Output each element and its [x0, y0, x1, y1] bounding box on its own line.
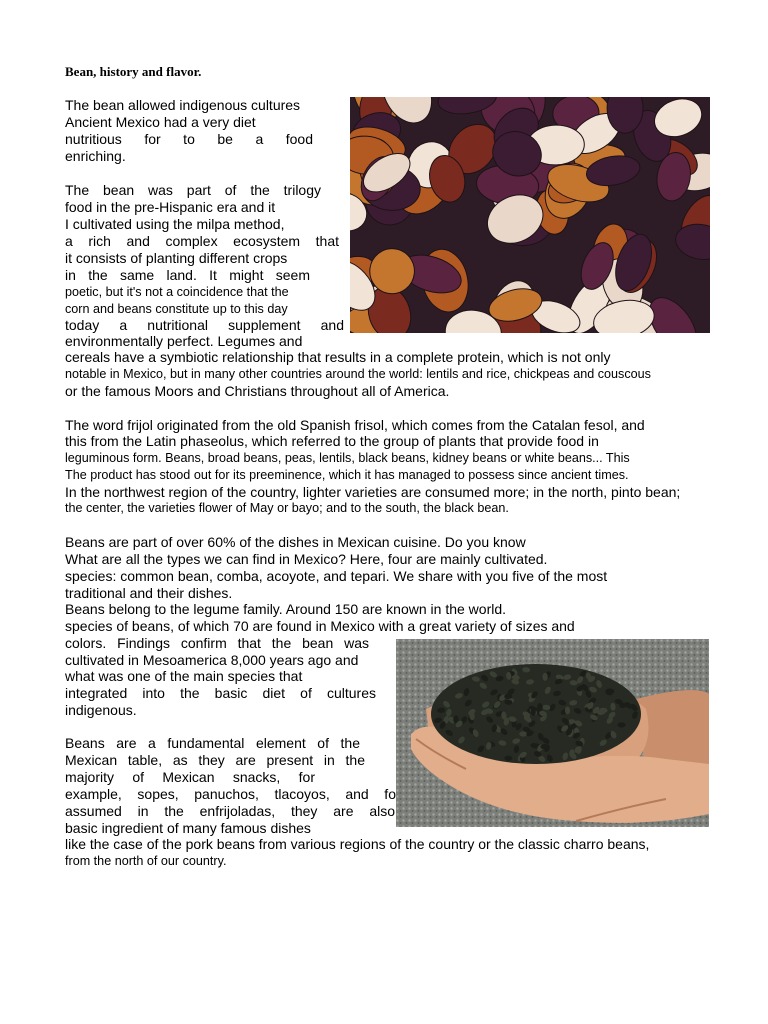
text-line: I cultivated using the milpa method, — [65, 216, 285, 232]
text-line: majority of Mexican snacks, for — [65, 769, 315, 785]
text-line: this from the Latin phaseolus, which referred to the group of plants that provide food in — [65, 433, 599, 449]
text-line: in the same land. It might seem — [65, 267, 310, 283]
text-line: The bean allowed indigenous cultures — [65, 97, 301, 113]
text-line: cultivated in Mesoamerica 8,000 years ago and — [65, 652, 359, 668]
text-line: today a nutritional supplement and — [65, 317, 344, 333]
text-line: the center, the varieties flower of May or bayo; and to the south, the black bean. — [65, 501, 509, 515]
text-line: Beans are part of over 60% of the dishes in Mexican cuisine. Do you know — [65, 534, 526, 550]
text-line: The bean was part of the trilogy — [65, 182, 321, 198]
text-line: corn and beans constitute up to this day — [65, 302, 288, 316]
text-line: indigenous. — [65, 702, 137, 718]
text-line: Beans belong to the legume family. Around 150 are known in the world. — [65, 601, 507, 617]
text-line: Beans are a fundamental element of the — [65, 735, 360, 751]
hands-black-beans-photo — [396, 639, 709, 827]
text-line: assumed in the enfrijoladas, they are also — [65, 803, 395, 819]
text-line: The word frijol originated from the old Spanish frisol, which comes from the Catalan fesol, and — [65, 417, 645, 433]
text-line: food in the pre-Hispanic era and it — [65, 199, 276, 215]
text-line: cereals have a symbiotic relationship that results in a complete protein, which is not only — [65, 349, 611, 365]
text-line: notable in Mexico, but in many other countries around the world: lentils and rice, chickpeas and couscous — [65, 367, 651, 381]
text-line: species of beans, of which 70 are found in Mexico with a great variety of sizes and — [65, 618, 575, 634]
text-line: traditional and their dishes. — [65, 585, 233, 601]
text-line: enriching. — [65, 148, 126, 164]
text-line: In the northwest region of the country, lighter varieties are consumed more; in the north, pinto bean; — [65, 484, 681, 500]
text-line: what was one of the main species that — [65, 668, 303, 684]
text-line: or the famous Moors and Christians throughout all of America. — [65, 383, 450, 399]
black-bean-shape — [543, 673, 548, 681]
text-line: it consists of planting different crops — [65, 250, 288, 266]
text-line: nutritious for to be a food — [65, 131, 313, 147]
text-line: What are all the types we can find in Mexico? Here, four are mainly cultivated. — [65, 551, 548, 567]
text-line: leguminous form. Beans, broad beans, peas, lentils, black beans, kidney beans or white beans... This — [65, 451, 630, 465]
text-line: basic ingredient of many famous dishes — [65, 820, 311, 836]
text-line: Ancient Mexico had a very diet — [65, 114, 256, 130]
text-line: a rich and complex ecosystem that — [65, 233, 339, 249]
text-line: colors. Findings confirm that the bean was — [65, 635, 369, 651]
text-line: poetic, but it's not a coincidence that the — [65, 285, 289, 299]
beans-photo — [350, 97, 710, 333]
text-line: integrated into the basic diet of cultures — [65, 685, 376, 701]
text-line: species: common bean, comba, acoyote, and tepari. We share with you five of the most — [65, 568, 608, 584]
text-line: from the north of our country. — [65, 854, 227, 868]
text-line: like the case of the pork beans from various regions of the country or the classic charro beans, — [65, 836, 650, 852]
document-title: Bean, history and flavor. — [65, 64, 202, 79]
text-line: example, sopes, panuchos, tlacoyos, and fo — [65, 786, 396, 802]
text-line: environmentally perfect. Legumes and — [65, 333, 303, 349]
text-line: The product has stood out for its preeminence, which it has managed to possess since ancient times. — [65, 468, 629, 482]
text-line: Mexican table, as they are present in the — [65, 752, 365, 768]
